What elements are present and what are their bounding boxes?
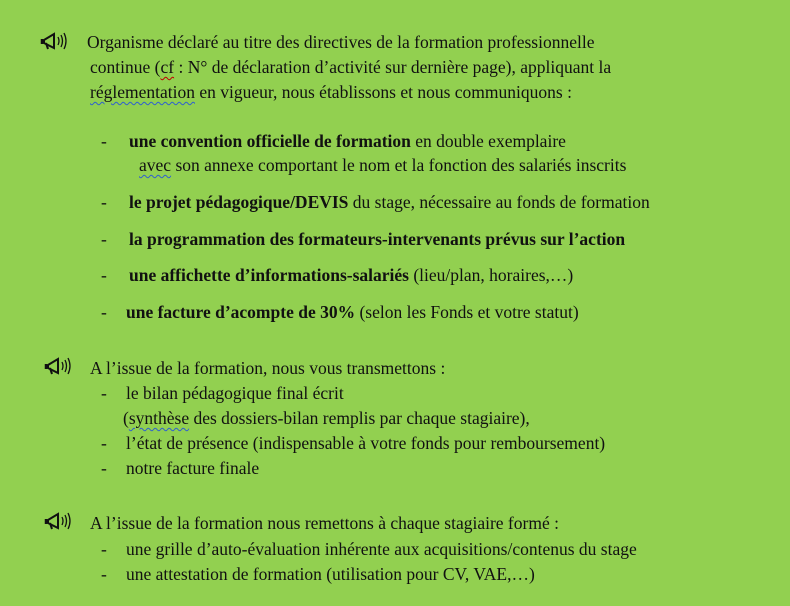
- list-bullet: -: [101, 229, 107, 249]
- section2-intro: A l’issue de la formation, nous vous transmettons :: [90, 358, 446, 378]
- list-item: une convention officielle de formation en double exemplaire: [129, 131, 566, 151]
- section1-intro-line1: Organisme déclaré au titre des directives de la formation professionnelle: [87, 32, 595, 52]
- megaphone-icon: [40, 30, 72, 52]
- list-item: le projet pédagogique/DEVIS du stage, nécessaire au fonds de formation: [129, 192, 650, 212]
- list-item: une attestation de formation (utilisation pour CV, VAE,…): [126, 564, 535, 584]
- list-bullet: -: [101, 564, 107, 584]
- list-item: une grille d’auto-évaluation inhérente aux acquisitions/contenus du stage: [126, 539, 637, 559]
- list-bullet: -: [101, 539, 107, 559]
- list-item-continuation: avec son annexe comportant le nom et la fonction des salariés inscrits: [139, 155, 627, 175]
- list-item: notre facture finale: [126, 458, 260, 478]
- megaphone-icon: [44, 355, 76, 377]
- section1-intro-line2: continue (cf : N° de déclaration d’activité sur dernière page), appliquant la: [90, 57, 612, 77]
- list-item: une facture d’acompte de 30% (selon les Fonds et votre statut): [126, 302, 579, 322]
- list-item: la programmation des formateurs-intervenants prévus sur l’action: [129, 229, 626, 249]
- list-bullet: -: [101, 458, 107, 478]
- megaphone-icon: [44, 510, 76, 532]
- section1-intro-line3: réglementation en vigueur, nous établissons et nous communiquons :: [90, 82, 572, 102]
- list-bullet: -: [101, 192, 107, 212]
- list-bullet: -: [101, 265, 107, 285]
- list-item-continuation: (synthèse des dossiers-bilan remplis par chaque stagiaire),: [123, 408, 530, 428]
- list-item: une affichette d’informations-salariés (lieu/plan, horaires,…): [129, 265, 574, 285]
- list-bullet: -: [101, 302, 107, 322]
- list-bullet: -: [101, 131, 107, 151]
- list-item: l’état de présence (indispensable à votre fonds pour remboursement): [126, 433, 606, 453]
- list-item: le bilan pédagogique final écrit: [126, 383, 344, 403]
- section3-intro: A l’issue de la formation nous remettons à chaque stagiaire formé :: [90, 513, 559, 533]
- list-bullet: -: [101, 383, 107, 403]
- list-bullet: -: [101, 433, 107, 453]
